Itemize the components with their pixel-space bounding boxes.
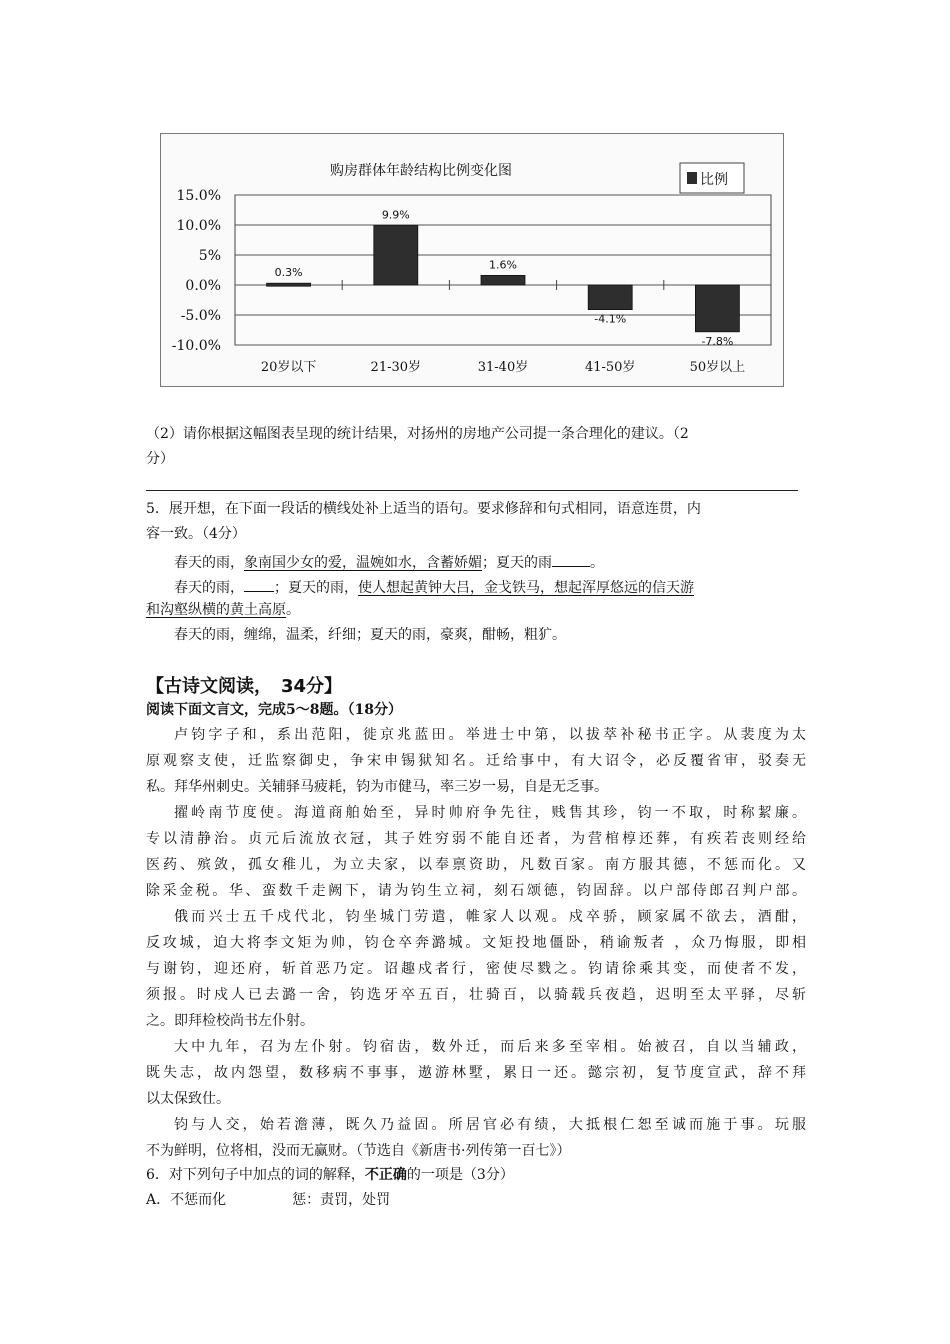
- data-label: 1.6%: [489, 258, 517, 272]
- sentence-2-end: 。: [286, 602, 300, 618]
- q6-option-a-explanation: 惩：责罚，处罚: [292, 1192, 391, 1208]
- sentence-2-underlined-2: 和沟壑纵横的黄土高原: [146, 602, 286, 618]
- bar: [481, 275, 525, 285]
- answer-blank-2[interactable]: [244, 576, 274, 592]
- passage-line: 除采金税。华、蛮数千走阙下，请为钧生立祠，刻石颂德，钧固辞。以户部侍郎召判户部。: [146, 883, 806, 899]
- chart-svg: [161, 134, 783, 386]
- bar-chart: [160, 133, 784, 387]
- passage-line: 医药、殡敛，孤女稚儿，为立夫家，以奉禀资助，凡数百家。南方服其德，不惩而化。又: [146, 857, 806, 873]
- question-5-sentence-3: 春天的雨，缠绵，温柔，纤细；夏天的雨，豪爽，酣畅，粗犷。: [174, 627, 566, 643]
- bar: [588, 285, 632, 310]
- passage-line: 以太保致仕。: [146, 1091, 230, 1107]
- passage-line: 俄而兴士五千戍代北，钧坐城门劳遣，帷家人以观。戍卒骄，顾家属不欲去，酒酣，: [174, 909, 806, 925]
- question-5-sentence-1: [174, 551, 604, 573]
- sentence-2-underlined-1: 使人想起黄钟大吕，金戈铁马，想起浑厚悠远的信天游: [358, 580, 694, 596]
- data-label: -7.8%: [701, 334, 734, 348]
- answer-rule: [146, 490, 798, 491]
- passage-line: 钧与人交，始若澹薄，既久乃益固。所居官必有绩，大抵根仁恕至诚而施于事。玩服: [174, 1117, 806, 1133]
- question-5-line-2: 容一致。（4分）: [146, 526, 246, 542]
- q6-stem-bold: 不正确: [364, 1167, 407, 1183]
- q6-stem-a: 6．对下列句子中加点的词的解释，: [146, 1167, 365, 1183]
- passage-line: 不为鲜明，位将相，没而无赢财。（节选自《新唐书·列传第一百七》）: [146, 1143, 571, 1159]
- passage-line: 反攻城，迫大将李文矩为帅，钧仓卒奔潞城。文矩投地僵卧，稍谕叛者 ，众乃悔服，即相: [146, 935, 806, 951]
- x-category-label: 31-40岁: [477, 360, 529, 375]
- data-label: 9.9%: [381, 208, 410, 222]
- q6-option-a: [146, 1190, 390, 1210]
- y-tick-label: -10.0%: [171, 338, 221, 354]
- sentence-1-head: 春天的雨，: [174, 555, 244, 571]
- passage-line: 私。拜华州刺史。关辅驿马疲耗，钧为市健马，率三岁一易，自是无乏事。: [146, 779, 608, 795]
- legend-swatch: [687, 172, 697, 184]
- question-6-stem: [146, 1165, 514, 1185]
- passage-line: 原观察支使，迁监察御史，争宋申锡狱知名。迁给事中，有大诏令，必反覆省审，驳奏无: [146, 753, 806, 769]
- section-title: 【古诗文阅读， 34分】: [146, 676, 343, 697]
- chart-title: 购房群体年龄结构比例变化图: [330, 163, 512, 179]
- answer-blank-1[interactable]: [552, 551, 590, 567]
- y-tick-label: 10.0%: [176, 218, 221, 234]
- y-tick-label: 0.0%: [185, 278, 221, 294]
- passage-line: 须报。时戍人已去潞一舍，钧选牙卒五百，壮骑百，以骑载兵夜趋，迟明至太平驿，尽斩: [146, 987, 806, 1003]
- section-instruction: 阅读下面文言文，完成5～8题。（18分）: [146, 702, 402, 718]
- y-tick-label: 5%: [198, 248, 221, 264]
- bar: [267, 283, 311, 286]
- y-tick-label: -5.0%: [180, 308, 221, 324]
- x-category-label: 21-30岁: [370, 360, 422, 375]
- question-5-sentence-2: [174, 576, 694, 598]
- legend-label: 比例: [700, 172, 728, 188]
- sentence-1-underlined: 象南国少女的爱，温婉如水，含蓄娇媚: [244, 555, 482, 571]
- passage-line: 大中九年，召为左仆射。钧宿齿，数外迁，而后来多至宰相。始被召，自以当辅政，: [174, 1039, 806, 1055]
- x-category-label: 41-50岁: [584, 360, 636, 375]
- question-2-line-1: （2）请你根据这幅图表呈现的统计结果，对扬州的房地产公司提一条合理化的建议。（2: [146, 426, 689, 442]
- passage-line: 专以清静治。贞元后流放衣冠，其子姓穷弱不能自还者，为营棺椁还葬，有疾若丧则经给: [146, 831, 806, 847]
- passage-line: 卢钧字子和，系出范阳，徙京兆蓝田。举进士中第，以拔萃补秘书正字。从裴度为太: [174, 727, 806, 743]
- sentence-2-mid: ；夏天的雨，: [274, 580, 358, 596]
- sentence-1-mid: ；夏天的雨: [482, 555, 552, 571]
- sentence-1-end: 。: [590, 555, 604, 571]
- question-5-line-1: 5．展开想，在下面一段话的横线处补上适当的语句。要求修辞和句式相同，语意连贯，内: [146, 501, 701, 517]
- x-category-label: 50岁以上: [689, 360, 746, 375]
- bar: [374, 226, 418, 285]
- passage-line: 与谢钧，迎还府，斩首恶乃定。诏趣戍者行，密使尽戮之。钧请徐乘其变，而使者不发，: [146, 961, 806, 977]
- y-tick-label: 15.0%: [176, 188, 221, 204]
- question-5-sentence-2-cont: [146, 600, 300, 620]
- question-2-line-2: 分）: [146, 451, 174, 467]
- data-label: 0.3%: [274, 266, 303, 280]
- q6-stem-b: 的一项是（3分）: [406, 1167, 514, 1183]
- passage-line: 之。即拜检校尚书左仆射。: [146, 1013, 314, 1029]
- sentence-2-head: 春天的雨，: [174, 580, 244, 596]
- data-label: -4.1%: [594, 312, 627, 326]
- passage-line: 既失志，故内怨望，数移病不事事，遨游林墅，累日一还。懿宗初，复节度宣武，辞不拜: [146, 1065, 806, 1081]
- q6-option-a-label: A．不惩而化: [146, 1192, 227, 1208]
- x-category-label: 20岁以下: [260, 360, 317, 375]
- bar: [695, 285, 739, 332]
- passage-line: 擢岭南节度使。海道商舶始至，异时帅府争先往，贱售其珍，钧一不取，时称絜廉。: [174, 805, 806, 821]
